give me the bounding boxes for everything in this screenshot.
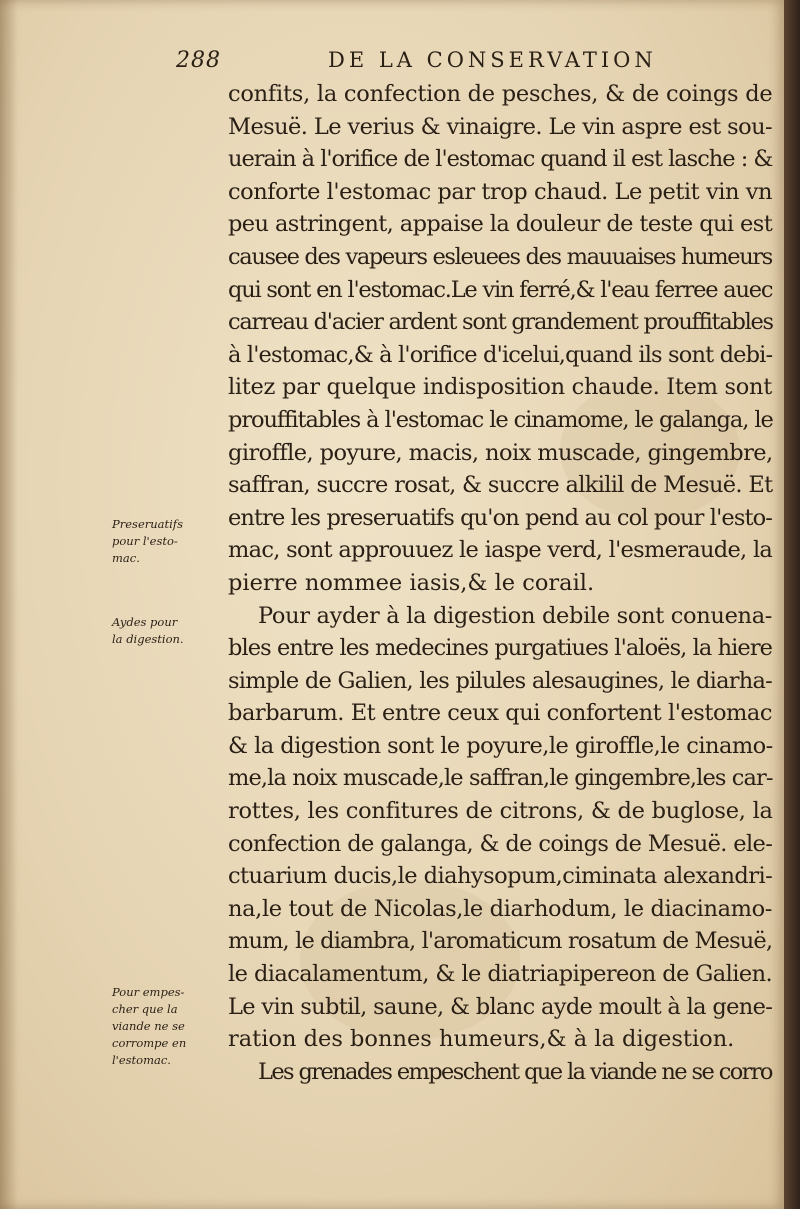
text-line: rottes, les confitures de citrons, & de buglose, la — [228, 798, 773, 825]
text-line: barbarum. Et entre ceux qui confortent l'estomac — [228, 700, 772, 727]
margin-note-line: mac. — [112, 551, 140, 565]
margin-note-line: cher que la — [112, 1002, 178, 1016]
body-text — [228, 78, 772, 1088]
text-line: mum, le diambra, l'aromaticum rosatum de Mesuë, — [228, 928, 773, 955]
margin-note-spoiling — [112, 984, 220, 1069]
text-line: peu astringent, appaise la douleur de teste qui est — [228, 211, 773, 238]
margin-note-line: l'estomac. — [112, 1053, 171, 1067]
text-line: causee des vapeurs esleuees des mauuaises humeurs — [228, 243, 772, 270]
text-line: à l'estomac,& à l'orifice d'icelui,quand ils sont debi- — [228, 341, 773, 368]
spine-shadow — [0, 0, 18, 1209]
text-line: pierre nommee iasis,& le corail. — [228, 569, 595, 596]
text-line: na,le tout de Nicolas,le diarhodum, le diacinamo- — [228, 895, 772, 922]
text-line: giroffle, poyure, macis, noix muscade, gingembre, — [228, 439, 773, 466]
text-line: Les grenades empeschent que la viande ne se corro — [258, 1058, 772, 1085]
text-line: Le vin subtil, saune, & blanc ayde moult à la gene- — [228, 993, 773, 1020]
running-head: DE LA CONSERVATION — [328, 48, 657, 72]
margin-note-line: corrompe en — [112, 1036, 187, 1050]
text-line: bles entre les medecines purgatiues l'aloës, la hiere — [228, 635, 773, 662]
text-line: conforte l'estomac par trop chaud. Le petit vin vn — [228, 178, 772, 205]
text-line: & la digestion sont le poyure,le giroffle,le cinamo- — [228, 732, 773, 759]
text-line: uerain à l'orifice de l'estomac quand il est lasche : & — [228, 146, 773, 173]
text-line: mac, sont approuuez le iaspe verd, l'esmeraude, la — [228, 537, 773, 564]
page-number: 288 — [176, 48, 221, 73]
text-line: ctuarium ducis,le diahysopum,ciminata alexandri- — [228, 863, 773, 890]
text-line: qui sont en l'estomac.Le vin ferré,& l'eau ferree auec — [228, 276, 773, 303]
margin-note-line: Preseruatifs — [112, 517, 183, 531]
page-edge — [784, 0, 800, 1209]
margin-note-line: Aydes pour — [112, 615, 178, 629]
margin-note-line: viande ne se — [112, 1019, 185, 1033]
margin-note-line: pour l'esto- — [112, 534, 178, 548]
text-line: confits, la confection de pesches, & de coings de — [228, 81, 773, 107]
text-line: carreau d'acier ardent sont grandement prouffitables — [228, 309, 773, 336]
text-line: prouffitables à l'estomac le cinamome, le galanga, le — [228, 406, 773, 433]
margin-note-line: la digestion. — [112, 632, 184, 646]
text-line: ration des bonnes humeurs,& à la digestion. — [228, 1026, 735, 1053]
text-line: litez par quelque indisposition chaude. Item sont — [228, 374, 772, 401]
text-line: saffran, succre rosat, & succre alkilil de Mesuë. Et — [228, 472, 773, 499]
text-line: Pour ayder à la digestion debile sont conuena- — [258, 602, 773, 629]
margin-note-digestion — [112, 614, 220, 648]
page-header — [176, 44, 716, 78]
text-line: confection de galanga, & de coings de Mesuë. ele- — [228, 830, 773, 857]
text-line: simple de Galien, les pilules alesaugines, le diarha- — [228, 667, 772, 694]
margin-note-line: Pour empes- — [112, 985, 185, 999]
text-line: me,la noix muscade,le saffran,le gingembre,les car- — [228, 765, 773, 792]
text-line: Mesuë. Le verius & vinaigre. Le vin aspre est sou- — [228, 113, 772, 140]
text-line: entre les preseruatifs qu'on pend au col pour l'esto- — [228, 504, 772, 531]
margin-note-preservatives — [112, 516, 220, 567]
text-line: le diacalamentum, & le diatriapipereon de Galien. — [228, 961, 773, 988]
